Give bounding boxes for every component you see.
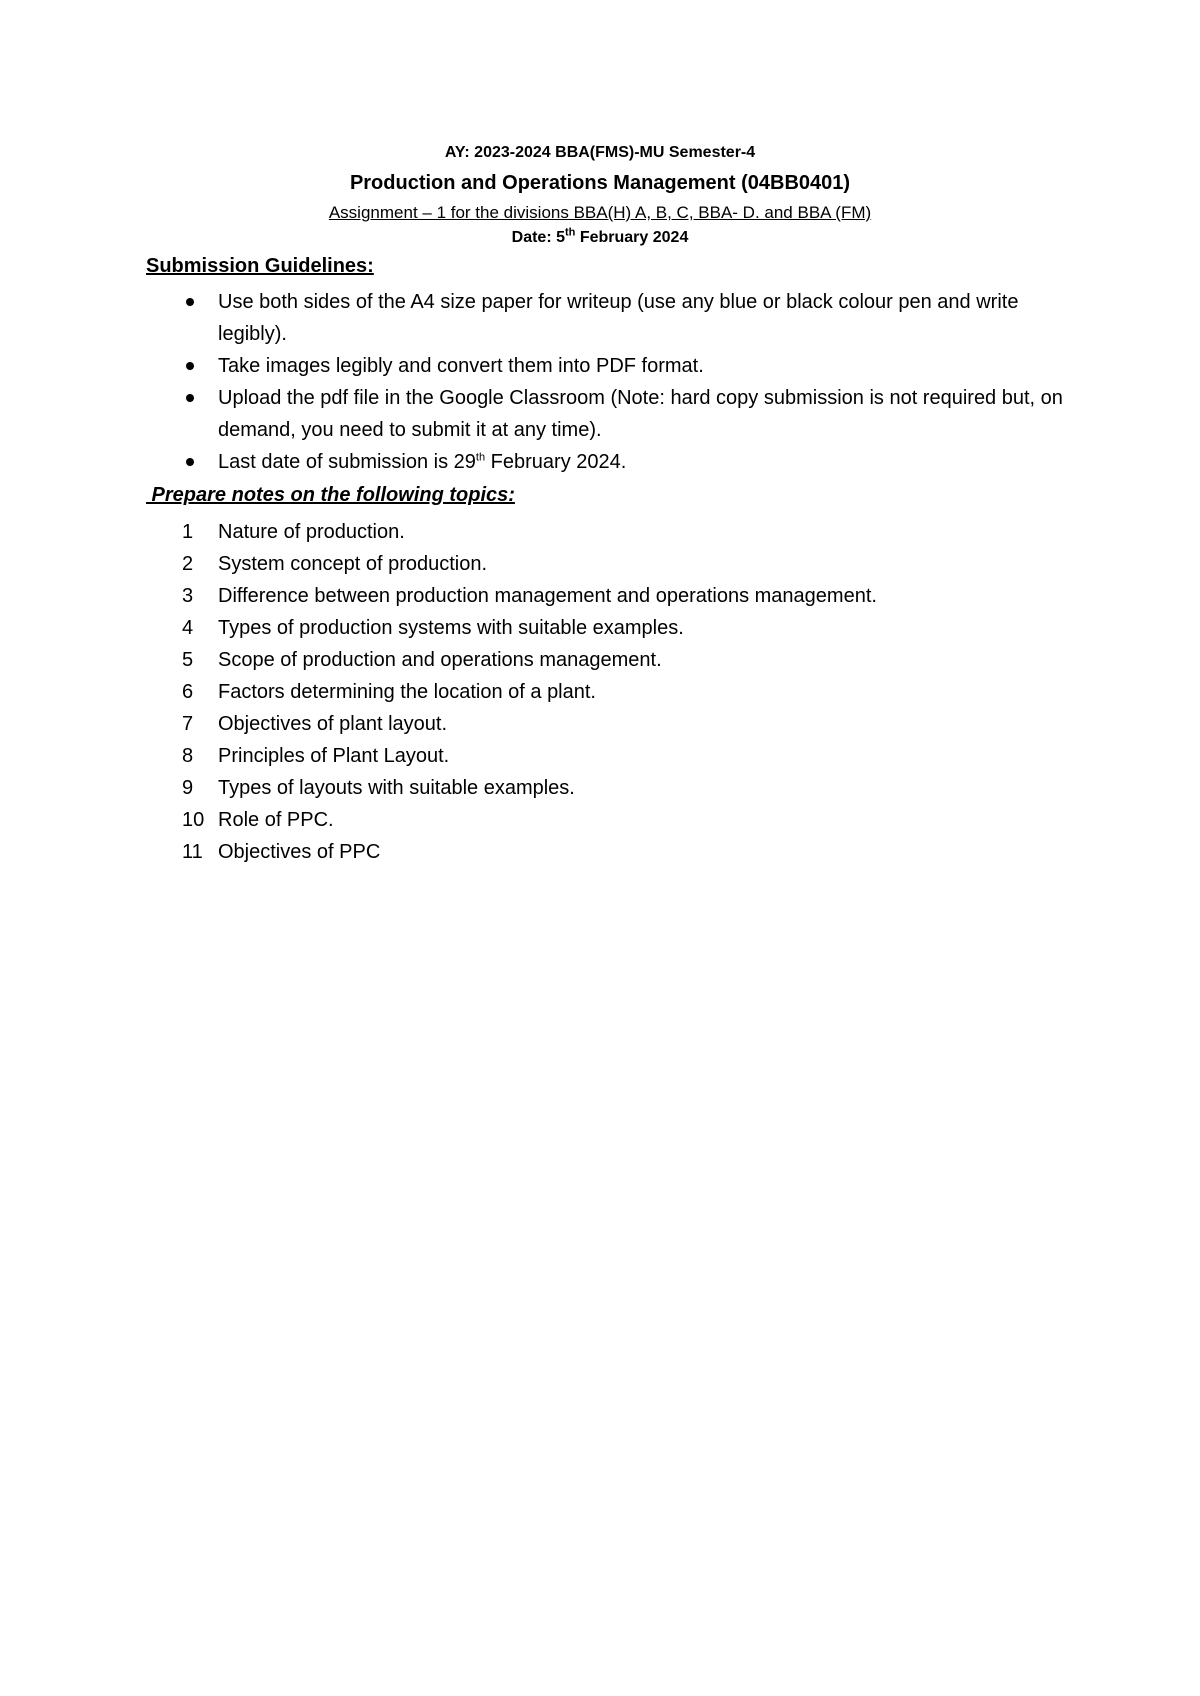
date-suffix: February 2024 bbox=[575, 229, 689, 246]
topic-text: Types of layouts with suitable examples. bbox=[218, 777, 575, 799]
topic-text: Role of PPC. bbox=[218, 809, 334, 831]
date-superscript: th bbox=[565, 226, 576, 239]
topic-item bbox=[146, 740, 1086, 772]
academic-year-line: AY: 2023-2024 BBA(FMS)-MU Semester-4 bbox=[444, 144, 756, 161]
topic-number: 7 bbox=[182, 713, 194, 735]
guidelines-list bbox=[146, 286, 1086, 478]
guideline-text: Take images legibly and convert them into PDF format. bbox=[218, 355, 704, 377]
topic-text: System concept of production. bbox=[218, 553, 488, 575]
topic-number: 4 bbox=[182, 617, 194, 639]
topics-heading: Prepare notes on the following topics: bbox=[146, 484, 515, 506]
date-line bbox=[0, 226, 1200, 247]
topic-item bbox=[146, 708, 1086, 740]
date-prefix: Date: 5 bbox=[511, 229, 565, 246]
guideline-text-prefix: Last date of submission is 29 bbox=[218, 451, 476, 473]
bullet-icon bbox=[186, 298, 194, 306]
guideline-item bbox=[146, 446, 1086, 478]
guideline-superscript: th bbox=[475, 451, 486, 464]
guideline-text-suffix: February 2024. bbox=[485, 451, 627, 473]
topic-text: Factors determining the location of a plant. bbox=[218, 681, 596, 703]
topic-text: Types of production systems with suitable examples. bbox=[218, 617, 684, 639]
topic-text: Difference between production management and operations management. bbox=[218, 585, 877, 607]
topic-number: 8 bbox=[182, 745, 194, 767]
topic-item bbox=[146, 644, 1086, 676]
topic-text: Principles of Plant Layout. bbox=[218, 745, 450, 767]
topic-item bbox=[146, 772, 1086, 804]
topic-item bbox=[146, 836, 1086, 868]
topic-number: 2 bbox=[182, 553, 194, 575]
topic-number: 11 bbox=[182, 841, 203, 863]
guideline-item bbox=[146, 382, 1086, 446]
guideline-text: Upload the pdf file in the Google Classroom (Note: hard copy submission is not required but, on demand, you need to submit it at any time). bbox=[218, 387, 1063, 441]
topic-number: 6 bbox=[182, 681, 194, 703]
topic-item bbox=[146, 676, 1086, 708]
topic-item bbox=[146, 548, 1086, 580]
topics-list bbox=[146, 516, 1086, 868]
assignment-line: Assignment – 1 for the divisions BBA(H) A, B, C, BBA- D. and BBA (FM) bbox=[328, 203, 872, 222]
guideline-item bbox=[146, 350, 1086, 382]
topic-text: Objectives of PPC bbox=[218, 841, 381, 863]
topic-item bbox=[146, 612, 1086, 644]
course-title: Production and Operations Management (04BB0401) bbox=[349, 172, 851, 194]
topic-number: 3 bbox=[182, 585, 194, 607]
topic-item bbox=[146, 580, 1086, 612]
topic-number: 10 bbox=[182, 809, 205, 831]
topic-number: 1 bbox=[182, 521, 194, 543]
topic-item bbox=[146, 804, 1086, 836]
guideline-text: Use both sides of the A4 size paper for writeup (use any blue or black colour pen and write legibly). bbox=[218, 291, 1019, 345]
submission-guidelines-heading: Submission Guidelines: bbox=[146, 255, 374, 277]
topic-number: 9 bbox=[182, 777, 194, 799]
topic-number: 5 bbox=[182, 649, 194, 671]
bullet-icon bbox=[186, 362, 194, 370]
topic-text: Objectives of plant layout. bbox=[218, 713, 448, 735]
topic-text: Nature of production. bbox=[218, 521, 405, 543]
bullet-icon bbox=[186, 458, 194, 466]
guideline-item bbox=[146, 286, 1086, 350]
bullet-icon bbox=[186, 394, 194, 402]
topic-item bbox=[146, 516, 1086, 548]
topic-text: Scope of production and operations management. bbox=[218, 649, 662, 671]
